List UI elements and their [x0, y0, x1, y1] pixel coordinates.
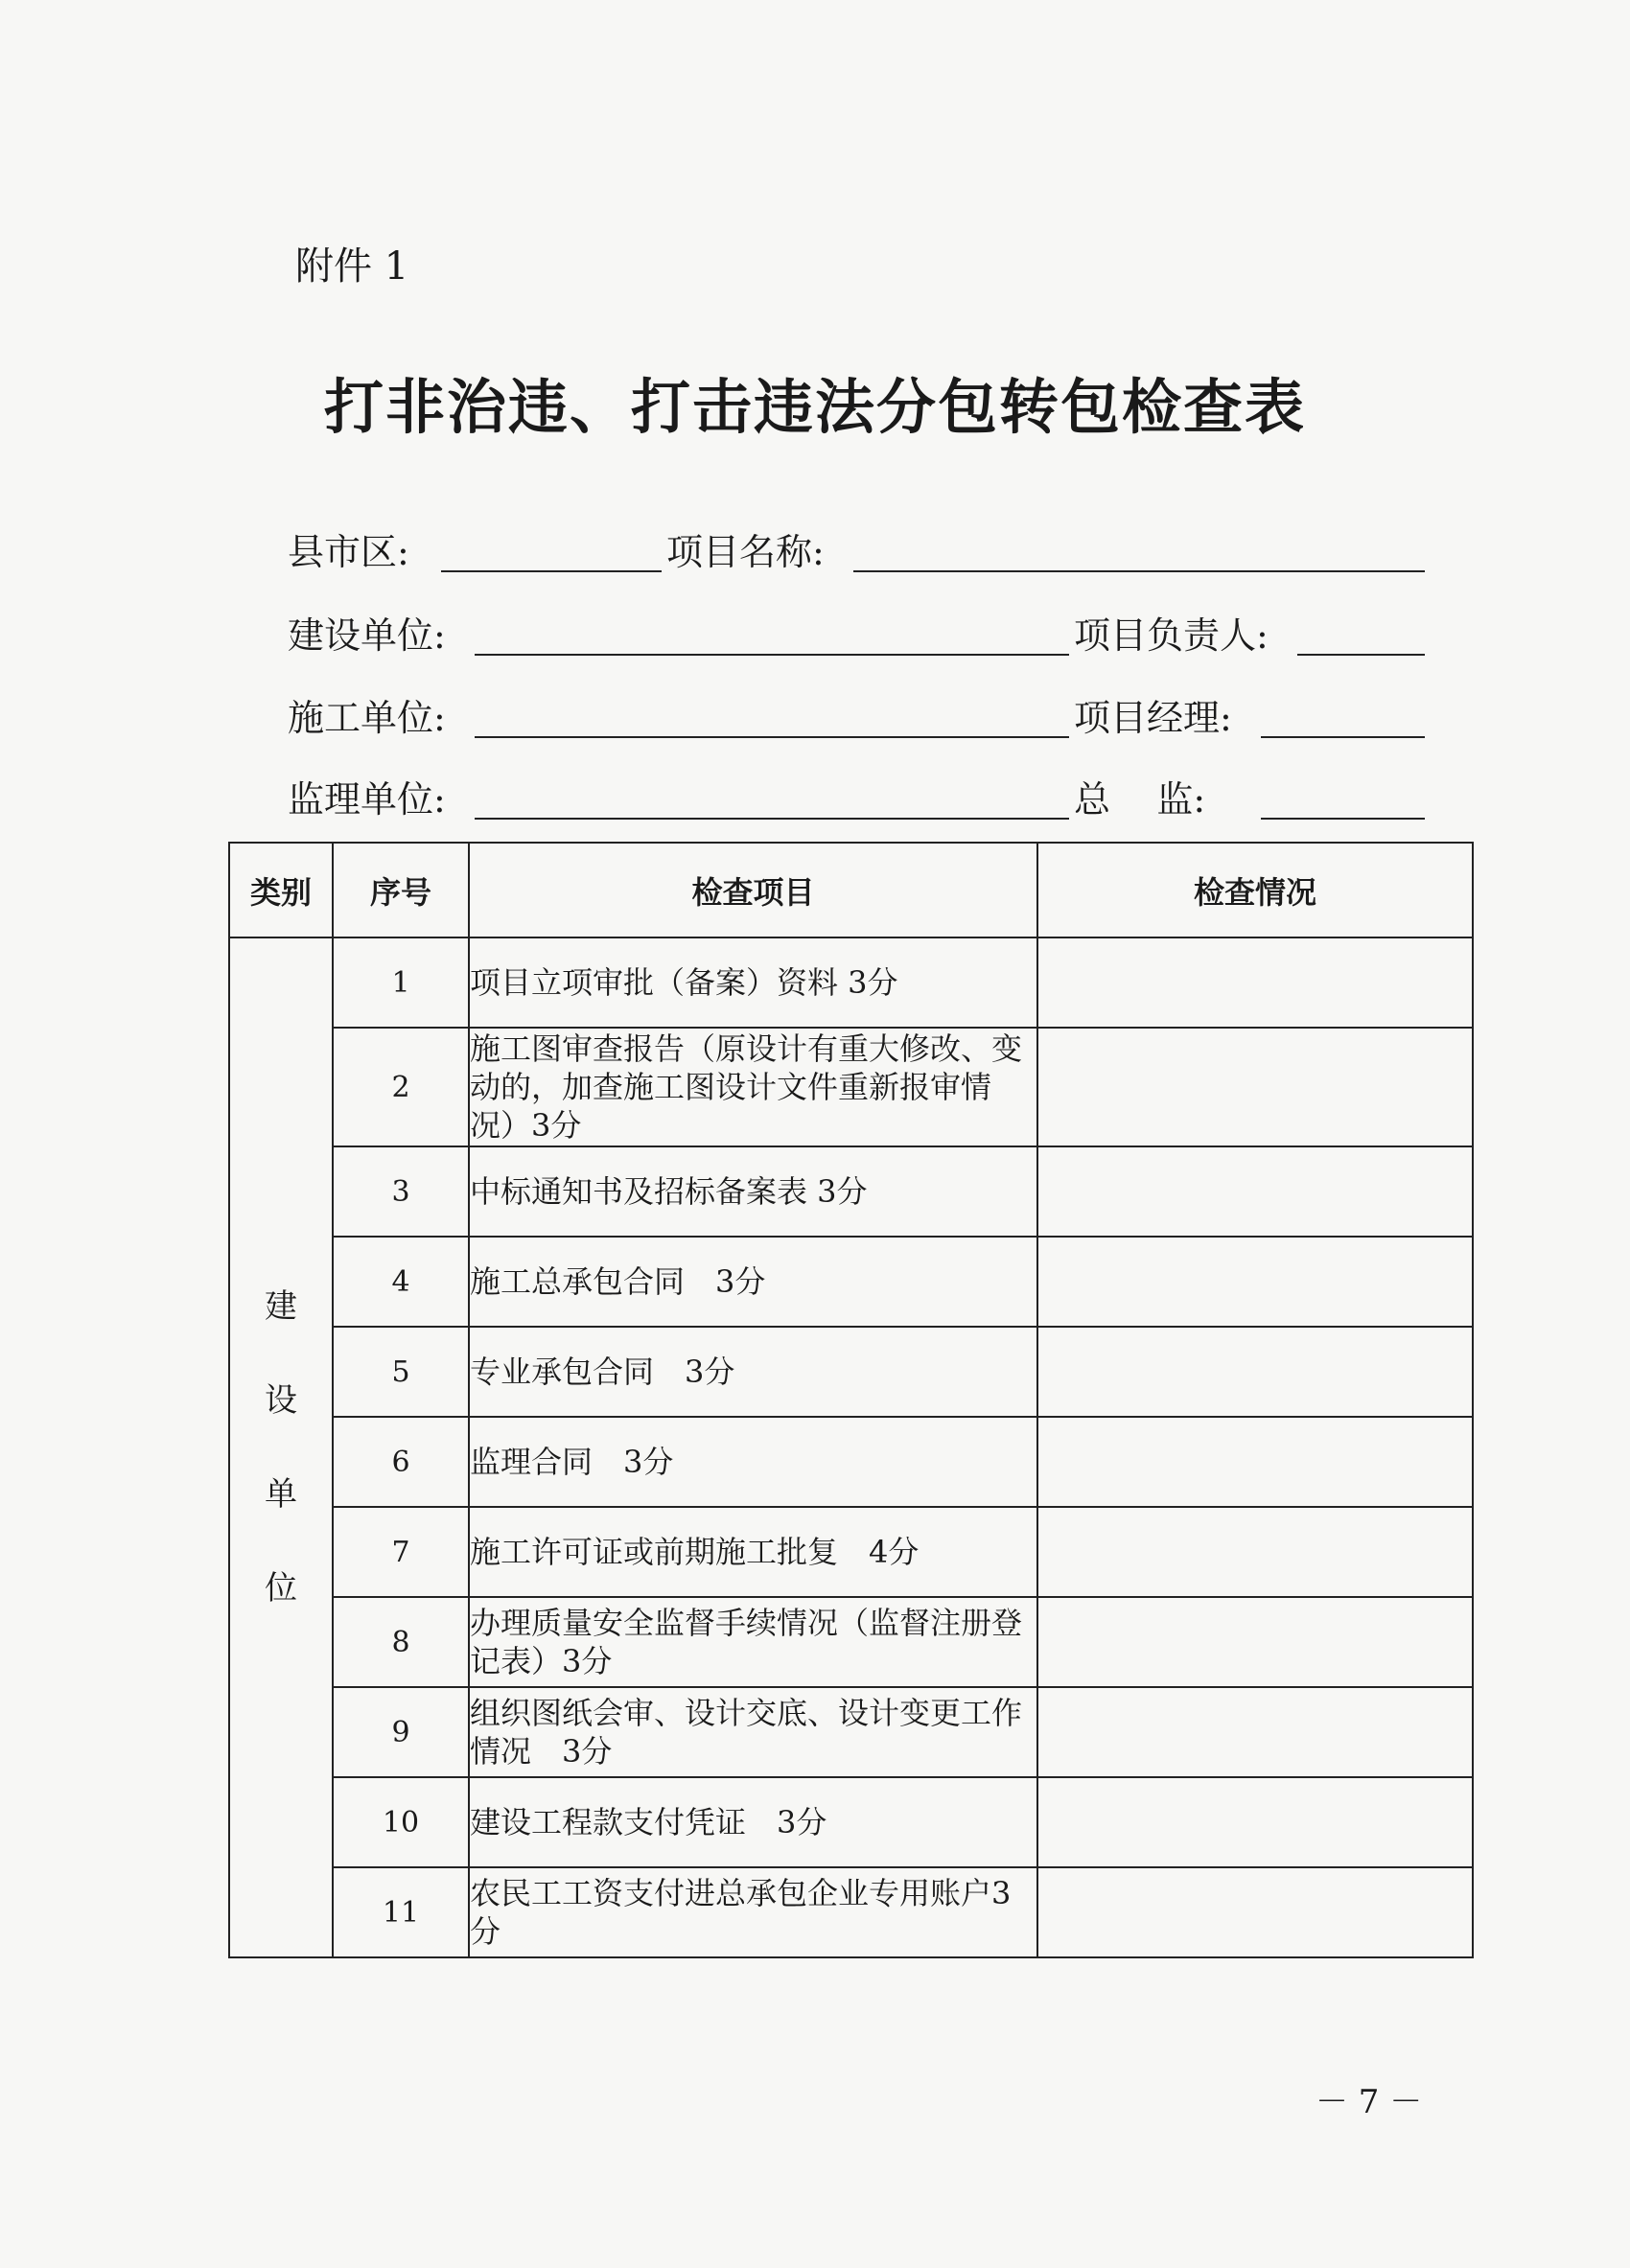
row-number: 11 [333, 1867, 469, 1957]
builder-label: 建设单位: [288, 614, 446, 657]
inspection-table [228, 842, 1474, 1958]
row-status-cell[interactable] [1037, 1028, 1473, 1146]
county-field[interactable] [441, 570, 662, 572]
row-item: 项目立项审批（备案）资料 3分 [469, 937, 1037, 1028]
category-char: 单 [265, 1475, 297, 1514]
project-leader-field[interactable] [1297, 654, 1425, 656]
attachment-label: 附件 1 [295, 244, 409, 289]
supervisor-label: 监理单位: [288, 778, 446, 821]
row-status-cell[interactable] [1037, 1777, 1473, 1867]
page-title: 打非治违、打击违法分包转包检查表 [323, 372, 1306, 442]
row-item: 监理合同 3分 [469, 1417, 1037, 1507]
project-name-label: 项目名称: [666, 531, 825, 573]
form-row-county [288, 522, 1429, 580]
row-status-cell[interactable] [1037, 1146, 1473, 1237]
header-item: 检查项目 [469, 843, 1037, 937]
row-number: 6 [333, 1417, 469, 1507]
row-item: 施工图审查报告（原设计有重大修改、变动的，加查施工图设计文件重新报审情况）3分 [469, 1028, 1037, 1146]
row-status-cell[interactable] [1037, 1687, 1473, 1777]
row-item: 施工许可证或前期施工批复 4分 [469, 1507, 1037, 1597]
table-row [229, 1777, 1473, 1867]
form-row-supervisor [288, 770, 1429, 827]
row-status-cell[interactable] [1037, 1597, 1473, 1687]
row-number: 5 [333, 1327, 469, 1417]
project-manager-field[interactable] [1261, 736, 1425, 738]
row-number: 4 [333, 1237, 469, 1327]
project-manager-label: 项目经理: [1074, 697, 1232, 739]
row-status-cell[interactable] [1037, 1867, 1473, 1957]
row-number: 3 [333, 1146, 469, 1237]
supervisor-field[interactable] [475, 818, 1069, 820]
row-item: 建设工程款支付凭证 3分 [469, 1777, 1037, 1867]
form-row-contractor [288, 688, 1429, 746]
page-number: － 7 － [1316, 2083, 1423, 2121]
county-label: 县市区: [288, 531, 409, 573]
table-row [229, 1327, 1473, 1417]
header-category: 类别 [229, 843, 333, 937]
row-item: 组织图纸会审、设计交底、设计变更工作情况 3分 [469, 1687, 1037, 1777]
row-number: 2 [333, 1028, 469, 1146]
chief-supervisor-label: 总 监: [1074, 778, 1206, 821]
table-row [229, 1507, 1473, 1597]
chief-supervisor-field[interactable] [1261, 818, 1425, 820]
category-cell-builder [229, 937, 333, 1957]
table-row [229, 1687, 1473, 1777]
row-item: 办理质量安全监督手续情况（监督注册登记表）3分 [469, 1597, 1037, 1687]
table-row [229, 1417, 1473, 1507]
contractor-label: 施工单位: [288, 697, 446, 739]
row-status-cell[interactable] [1037, 1237, 1473, 1327]
row-status-cell[interactable] [1037, 1327, 1473, 1417]
project-leader-label: 项目负责人: [1074, 614, 1269, 657]
form-row-builder [288, 606, 1429, 663]
table-header-row [229, 843, 1473, 937]
category-char: 位 [265, 1569, 297, 1608]
table-row [229, 1028, 1473, 1146]
contractor-field[interactable] [475, 736, 1069, 738]
table-row [229, 1867, 1473, 1957]
row-status-cell[interactable] [1037, 937, 1473, 1028]
row-item: 农民工工资支付进总承包企业专用账户3分 [469, 1867, 1037, 1957]
table-row [229, 1146, 1473, 1237]
row-number: 7 [333, 1507, 469, 1597]
table-row [229, 1237, 1473, 1327]
table-row [229, 937, 1473, 1028]
row-item: 施工总承包合同 3分 [469, 1237, 1037, 1327]
builder-field[interactable] [475, 654, 1069, 656]
project-name-field[interactable] [853, 570, 1425, 572]
header-status: 检查情况 [1037, 843, 1473, 937]
row-number: 9 [333, 1687, 469, 1777]
row-status-cell[interactable] [1037, 1507, 1473, 1597]
table-row [229, 1597, 1473, 1687]
row-status-cell[interactable] [1037, 1417, 1473, 1507]
header-number: 序号 [333, 843, 469, 937]
category-char: 建 [265, 1287, 297, 1326]
row-item: 中标通知书及招标备案表 3分 [469, 1146, 1037, 1237]
row-number: 1 [333, 937, 469, 1028]
row-number: 10 [333, 1777, 469, 1867]
category-char: 设 [265, 1381, 297, 1420]
row-item: 专业承包合同 3分 [469, 1327, 1037, 1417]
row-number: 8 [333, 1597, 469, 1687]
